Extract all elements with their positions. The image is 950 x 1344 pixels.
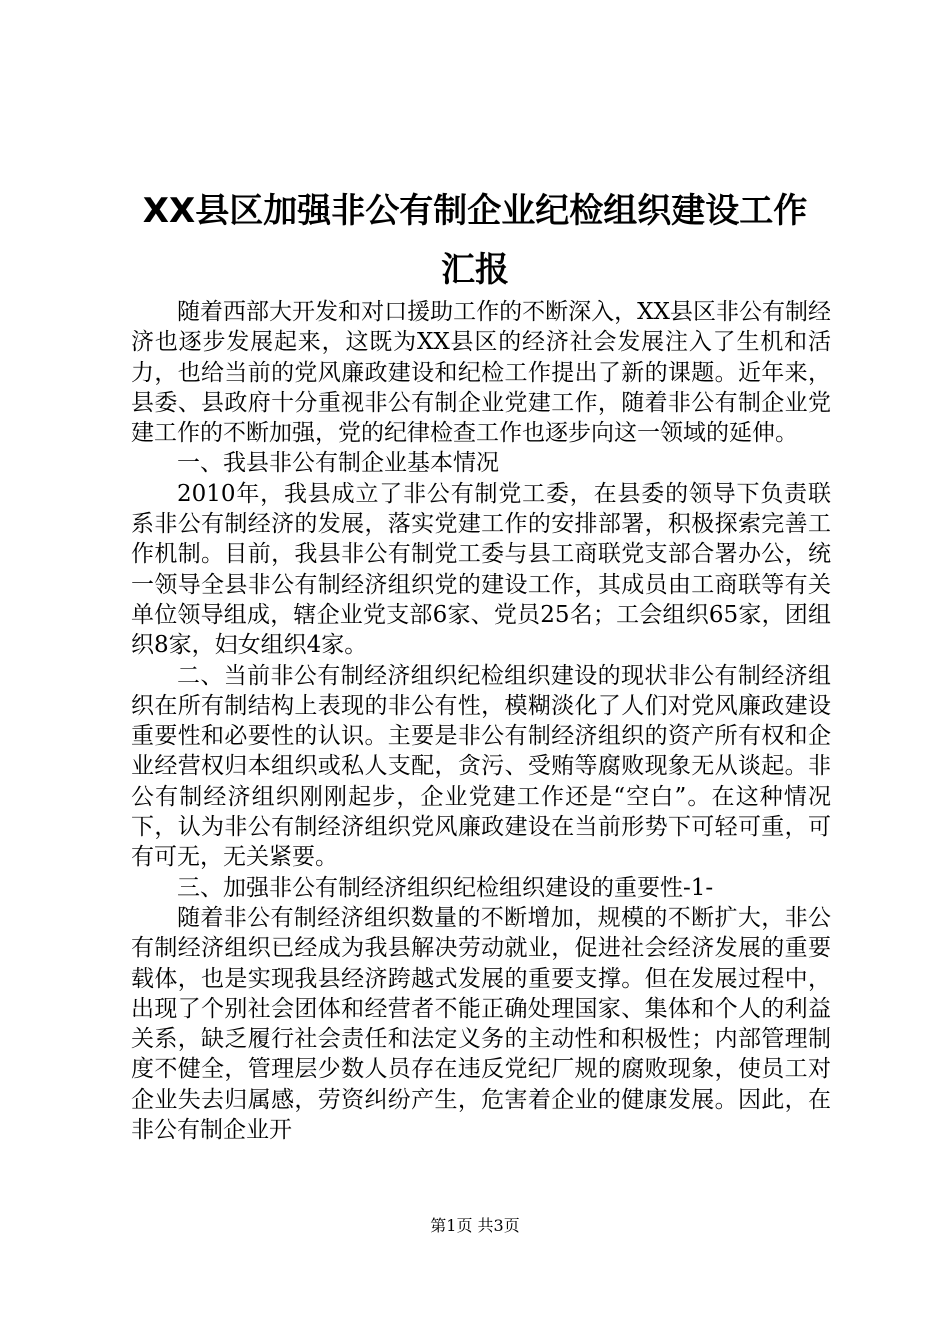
document-title-line-1: XX县区加强非公有制企业纪检组织建设工作 [142, 191, 808, 231]
paragraph-section-2: 二、当前非公有制经济组织纪检组织建设的现状非公有制经济组织在所有制结构上表现的非公有性，模糊淡化了人们对党风廉政建设重要性和必要性的认识。主要是非公有制经济组织的资产所有权和企业经营权归本组织或私人支配，贪污、受贿等腐败现象无从谈起。非公有制经济组织刚刚起步，企业党建工作还是“空白”。在这种情况下，认为非公有制经济组织党风廉政建设在当前形势下可轻可重，可有可无，无关紧要。 [131, 662, 831, 871]
paragraph-section-1: 2010年，我县成立了非公有制党工委，在县委的领导下负责联系非公有制经济的发展，落实党建工作的安排部署，积极探索完善工作机制。目前，我县非公有制党工委与县工商联党支部合署办公，统一领导全县非公有制经济组织党的建设工作，其成员由工商联等有关单位领导组成，辖企业党支部6家、党员25名；工会组织65家，团组织8家，妇女组织4家。 [131, 480, 831, 659]
page-footer: 第1页 共3页 [430, 1216, 520, 1235]
paragraph-intro: 随着西部大开发和对口援助工作的不断深入，XX县区非公有制经济也逐步发展起来，这既为XX县区的经济社会发展注入了生机和活力，也给当前的党风廉政建设和纪检工作提出了新的课题。近年来，县委、县政府十分重视非公有制企业党建工作，随着非公有制企业党建工作的不断加强，党的纪律检查工作也逐步向这一领域的延伸。 [131, 299, 831, 447]
document-title-line-2: 汇报 [441, 250, 509, 290]
paragraph-section-3: 随着非公有制经济组织数量的不断增加，规模的不断扩大，非公有制经济组织已经成为我县解决劳动就业，促进社会经济发展的重要载体，也是实现我县经济跨越式发展的重要支撑。但在发展过程中，出现了个别社会团体和经营者不能正确处理国家、集体和个人的利益关系，缺乏履行社会责任和法定义务的主动性和积极性；内部管理制度不健全，管理层少数人员存在违反党纪厂规的腐败现象，使员工对企业失去归属感，劳资纠纷产生，危害着企业的健康发展。因此，在非公有制企业开 [131, 904, 831, 1144]
section-heading-1: 一、我县非公有制企业基本情况 [177, 450, 499, 477]
document-body [131, 297, 831, 1145]
section-heading-3: 三、加强非公有制经济组织纪检组织建设的重要性-1- [177, 874, 714, 901]
